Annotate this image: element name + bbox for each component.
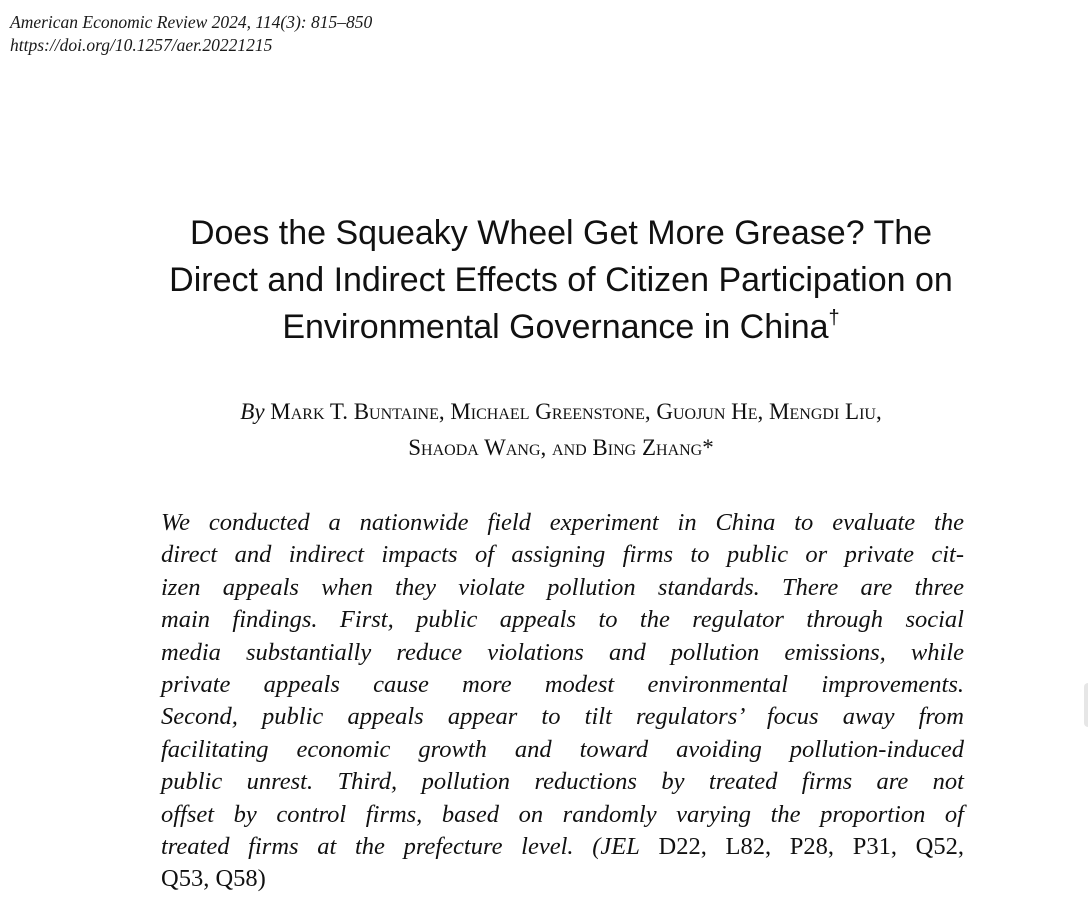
abstract-line: facilitating economic growth and toward avoiding pollution-induced — [161, 735, 964, 763]
abstract-line: public unrest. Third, pollution reductions by treated firms are not — [161, 768, 964, 796]
by-label: By — [240, 399, 265, 424]
abstract-line: Second, public appeals appear to tilt regulators’ focus away from — [161, 703, 964, 731]
abstract-line: main findings. First, public appeals to the regulator through social — [161, 606, 964, 634]
abstract-line-11-text: treated firms at the prefecture level. ( — [161, 833, 601, 861]
authors-line-2: Shaoda Wang, and Bing Zhang* — [408, 435, 714, 460]
page-edge-handle — [1084, 683, 1088, 727]
abstract-line: We conducted a nationwide field experiment in China to evaluate the — [161, 509, 964, 536]
doi-link[interactable]: https://doi.org/10.1257/aer.20221215 — [10, 35, 273, 55]
title-line-1: Does the Squeaky Wheel Get More Grease? The — [189, 214, 933, 252]
abstract-line: izen appeals when they violate pollution standards. There are three — [161, 573, 964, 601]
abstract-line: private appeals cause more modest environmental improvements. — [161, 671, 964, 699]
journal-header — [10, 11, 372, 57]
jel-codes: D22, L82, P28, P31, Q52, — [639, 833, 964, 861]
title-footnote-mark[interactable]: † — [828, 307, 840, 329]
abstract — [161, 507, 964, 896]
authors-line-1-text: Mark T. Buntaine, Michael Greenstone, Guojun He, Mengdi Liu, — [270, 399, 882, 424]
abstract-line: direct and indirect impacts of assigning firms to public or private cit- — [161, 541, 964, 569]
paper-title — [0, 210, 1088, 351]
title-line-3-text: Environmental Governance in China — [282, 308, 829, 346]
author-list — [0, 394, 1088, 466]
jel-codes-continued: Q53, Q58) — [161, 865, 266, 893]
title-line-2: Direct and Indirect Effects of Citizen Participation on — [169, 261, 953, 299]
abstract-line: offset by control firms, based on randomly varying the proportion of — [161, 800, 964, 828]
title-line-3 — [0, 304, 1088, 351]
abstract-line-jel — [161, 831, 964, 863]
jel-label: JEL — [600, 833, 640, 861]
abstract-line: media substantially reduce violations and pollution emissions, while — [161, 638, 964, 666]
authors-line-1 — [0, 394, 1088, 430]
journal-citation: American Economic Review 2024, 114(3): 815–850 — [10, 12, 373, 32]
